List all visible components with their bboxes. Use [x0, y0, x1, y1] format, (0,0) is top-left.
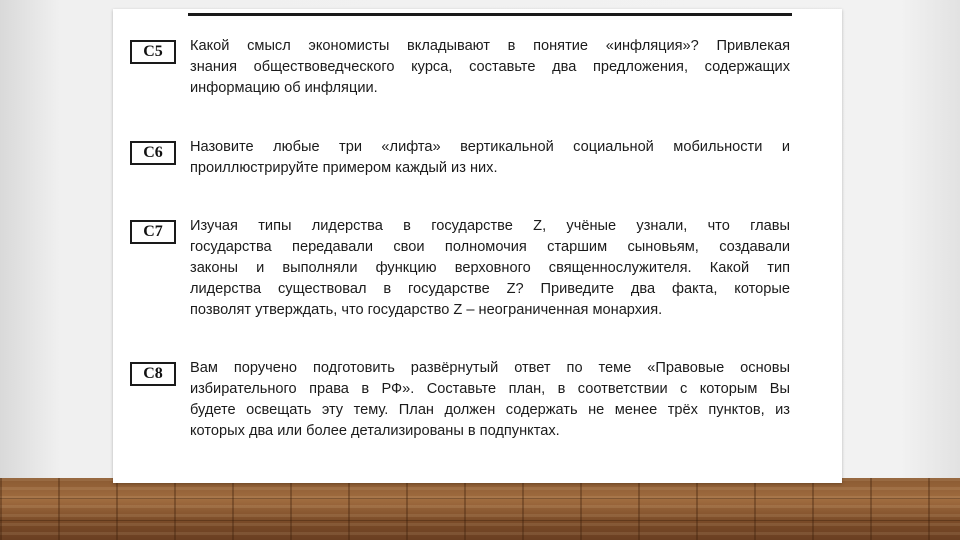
text-line: будете освещать эту тему. План должен содержать не менее трёх пунктов, из	[190, 402, 790, 418]
task-text	[190, 36, 790, 99]
text-line: которых два или более детализированы в подпунктах.	[190, 423, 560, 439]
text-line: Назовите любые три «лифта» вертикальной социальной мобильности и	[190, 139, 790, 155]
wooden-floor	[0, 478, 960, 540]
text-line: позволят утверждать, что государство Z – неограниченная монархия.	[190, 302, 663, 318]
text-line: избирательного права в РФ». Составьте план, в соответствии с которым Вы	[190, 381, 790, 397]
top-rule	[188, 13, 792, 16]
text-line: информацию об инфляции.	[190, 80, 378, 96]
task-text	[190, 358, 790, 442]
text-line: Изучая типы лидерства в государстве Z, учёные узнали, что главы	[190, 218, 790, 234]
task-text	[190, 216, 790, 321]
text-line: знания обществоведческого курса, составьте два предложения, содержащих	[190, 59, 790, 75]
task-label: С7	[130, 220, 176, 244]
task-label: С8	[130, 362, 176, 386]
task-label: С5	[130, 40, 176, 64]
text-line: Какой смысл экономисты вкладывают в понятие «инфляция»? Привлекая	[190, 38, 790, 54]
text-line: государства передавали свои полномочия старшим сыновьям, создавали	[190, 239, 790, 255]
task-label: С6	[130, 141, 176, 165]
text-line: законы и выполняли функцию верховного священнослужителя. Какой тип	[190, 260, 790, 276]
task-text	[190, 137, 790, 179]
text-line: проиллюстрируйте примером каждый из них.	[190, 160, 498, 176]
text-line: Вам поручено подготовить развёрнутый ответ по теме «Правовые основы	[190, 360, 790, 376]
text-line: лидерства существовал в государстве Z? Приведите два факта, которые	[190, 281, 790, 297]
